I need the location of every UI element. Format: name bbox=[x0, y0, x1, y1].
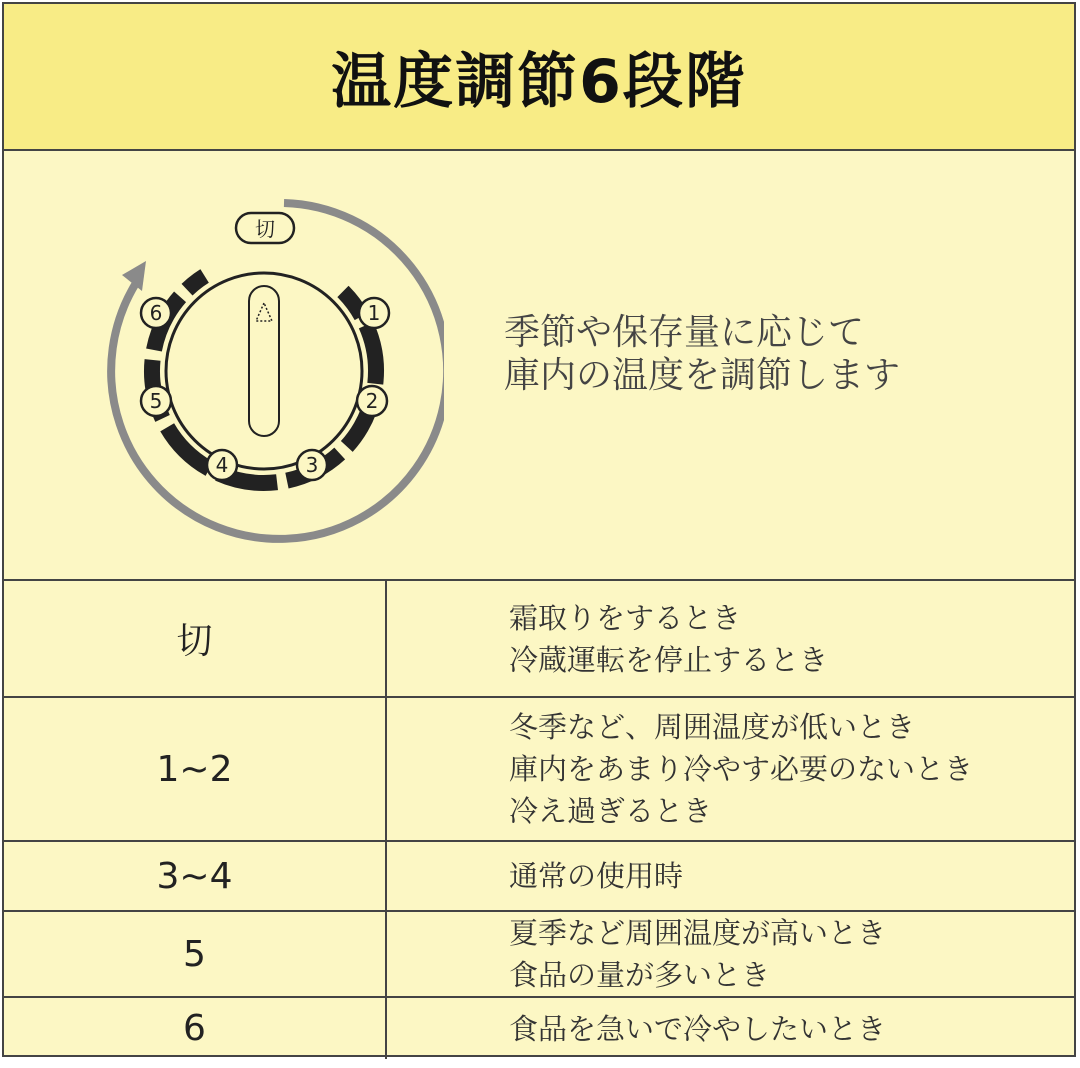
svg-text:5: 5 bbox=[149, 389, 163, 413]
usage-line: 庫内をあまり冷やす必要のないとき bbox=[509, 752, 974, 786]
usage-cell bbox=[387, 581, 1074, 696]
usage-line: 夏季など周囲温度が高いとき bbox=[509, 916, 887, 950]
temperature-sheet bbox=[2, 2, 1076, 1057]
temperature-dial-illustration bbox=[84, 191, 444, 551]
table-row bbox=[4, 581, 1074, 698]
dial-level-1 bbox=[359, 298, 389, 328]
table-row bbox=[4, 698, 1074, 842]
usage-line: 食品の量が多いとき bbox=[509, 958, 771, 992]
table-row bbox=[4, 842, 1074, 912]
level-cell: 5 bbox=[4, 912, 387, 996]
setting-table bbox=[4, 581, 1074, 1059]
dial-off-label: 切 bbox=[255, 217, 275, 241]
usage-line: 食品を急いで冷やしたいとき bbox=[509, 1011, 887, 1046]
dial-description bbox=[504, 311, 900, 397]
level-cell: 切 bbox=[4, 581, 387, 696]
svg-text:2: 2 bbox=[365, 389, 379, 413]
dial-level-5 bbox=[141, 386, 171, 416]
usage-cell bbox=[387, 998, 1074, 1059]
dial-level-2 bbox=[357, 386, 387, 416]
page-title: 温度調節6段階 bbox=[331, 46, 747, 117]
dial-level-4 bbox=[207, 450, 237, 480]
dial-level-6 bbox=[141, 298, 171, 328]
svg-text:4: 4 bbox=[215, 453, 229, 477]
level-cell: 1~2 bbox=[4, 698, 387, 840]
table-row bbox=[4, 912, 1074, 998]
table-row bbox=[4, 998, 1074, 1059]
svg-text:3: 3 bbox=[305, 453, 319, 477]
dial-section bbox=[4, 151, 1074, 581]
header-band bbox=[4, 4, 1074, 151]
usage-cell bbox=[387, 842, 1074, 910]
usage-line: 冷蔵運転を停止するとき bbox=[509, 642, 829, 677]
usage-line: 冷え過ぎるとき bbox=[509, 794, 713, 828]
level-cell: 3~4 bbox=[4, 842, 387, 910]
svg-text:1: 1 bbox=[367, 301, 381, 325]
usage-cell bbox=[387, 912, 1074, 996]
level-cell: 6 bbox=[4, 998, 387, 1059]
usage-line: 冬季など、周囲温度が低いとき bbox=[509, 710, 916, 744]
svg-text:6: 6 bbox=[149, 301, 163, 325]
dial-level-3 bbox=[297, 450, 327, 480]
usage-line: 通常の使用時 bbox=[509, 859, 684, 893]
description-line: 季節や保存量に応じて bbox=[504, 312, 865, 353]
usage-line: 霜取りをするとき bbox=[509, 600, 742, 635]
usage-cell bbox=[387, 698, 1074, 840]
description-line: 庫内の温度を調節します bbox=[504, 355, 901, 396]
dial-grip bbox=[249, 286, 279, 436]
